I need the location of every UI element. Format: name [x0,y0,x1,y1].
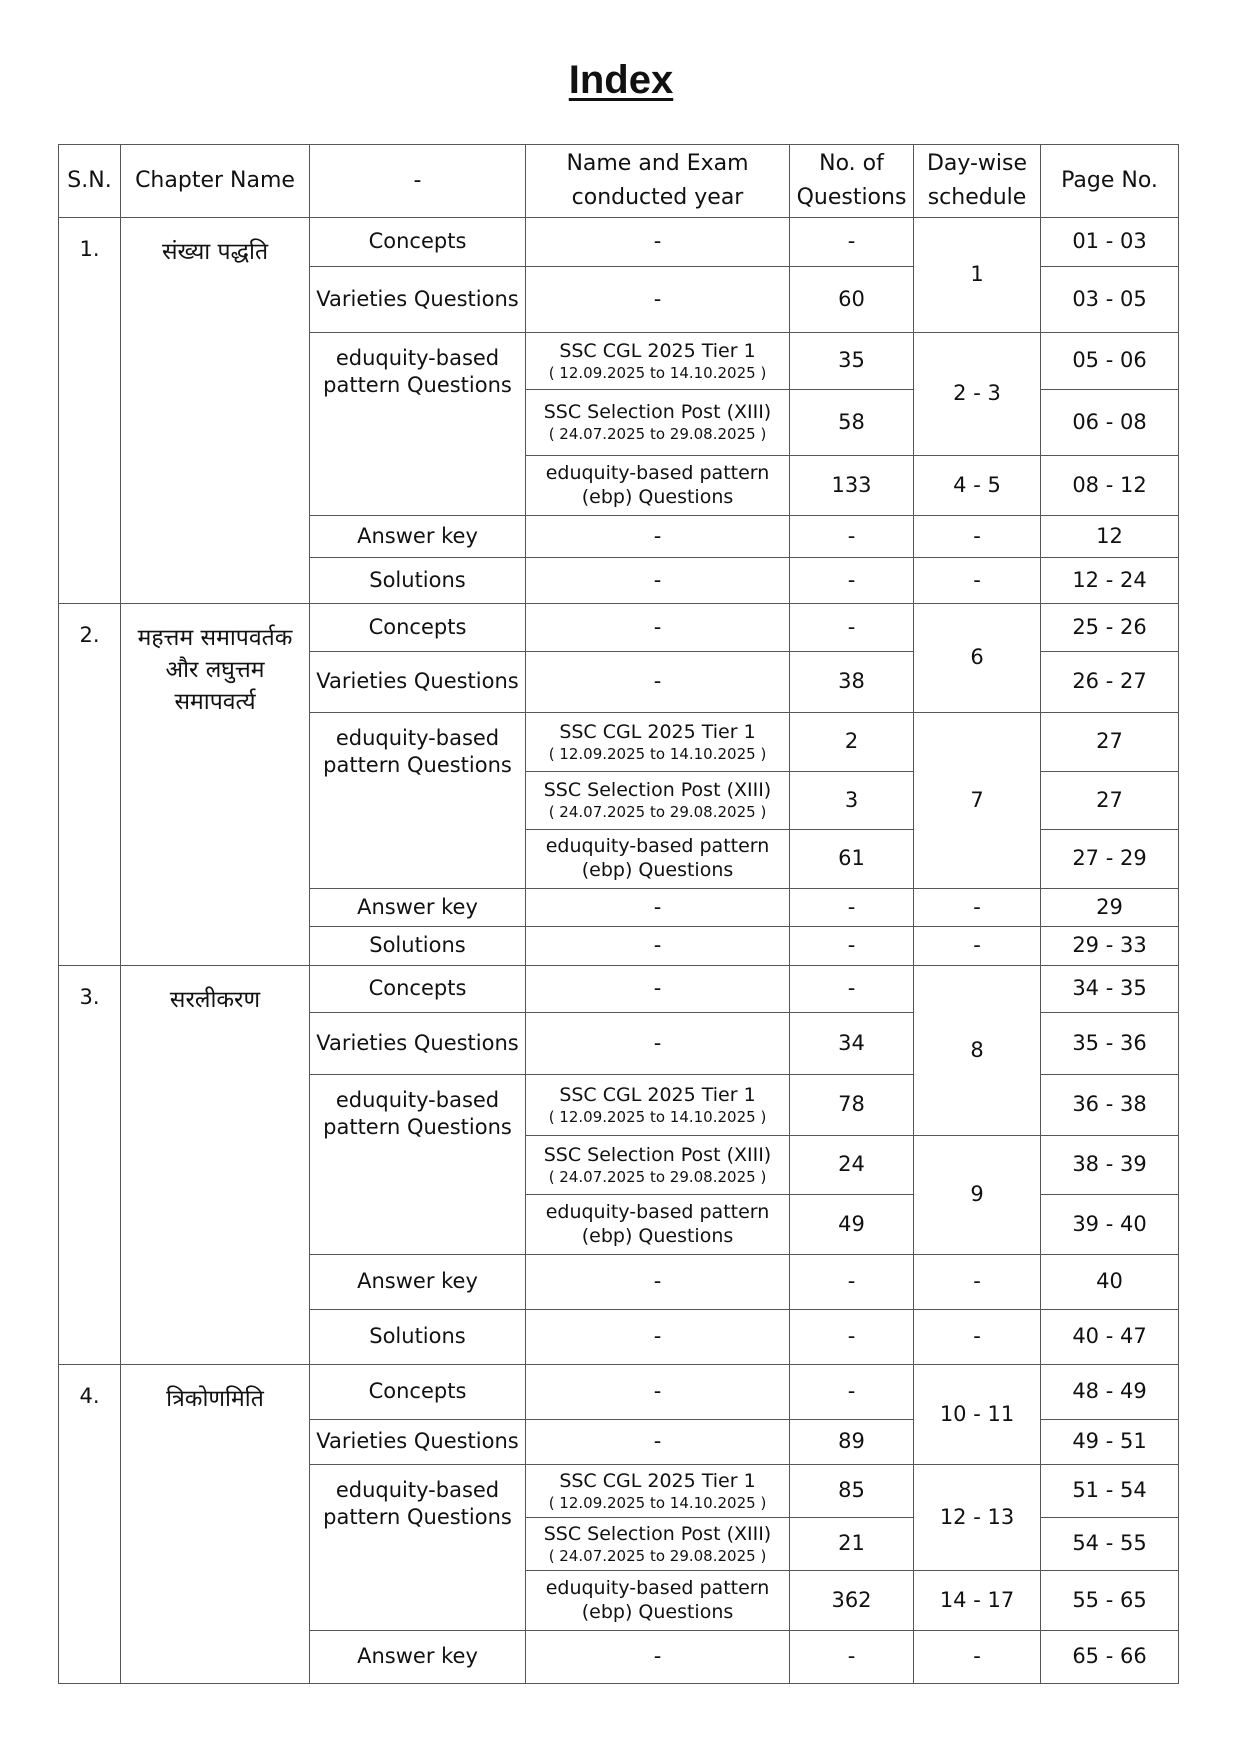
exam-name-cell: - [526,558,790,604]
header-sn: S.N. [59,145,121,218]
questions-cell: - [790,516,914,558]
day-cell: 2 - 3 [914,333,1041,456]
page-cell: 40 [1041,1255,1179,1310]
index-table [58,144,1179,1684]
header-dash: - [310,145,526,218]
row-type-ebp-group: eduquity-based pattern Questions [310,1075,526,1255]
page-cell: 38 - 39 [1041,1136,1179,1195]
day-cell: - [914,1310,1041,1365]
page-cell: 26 - 27 [1041,652,1179,713]
day-cell: 9 [914,1136,1041,1255]
exam-name-cell: - [526,218,790,267]
page-cell: 51 - 54 [1041,1465,1179,1518]
day-cell: - [914,558,1041,604]
page-cell: 49 - 51 [1041,1420,1179,1465]
page-cell: 12 [1041,516,1179,558]
questions-cell: 78 [790,1075,914,1136]
day-cell: 6 [914,604,1041,713]
page-cell: 35 - 36 [1041,1013,1179,1075]
page-cell: 25 - 26 [1041,604,1179,652]
header-exam-name: Name and Exam conducted year [526,145,790,218]
row-type-solutions: Solutions [310,1310,526,1365]
row-type-varieties: Varieties Questions [310,1420,526,1465]
day-cell: - [914,1631,1041,1684]
exam-title: SSC CGL 2025 Tier 1 [559,1469,756,1492]
row-type-answer-key: Answer key [310,1631,526,1684]
page-title: Index [568,58,674,102]
page-cell: 05 - 06 [1041,333,1179,390]
day-cell: 7 [914,713,1041,889]
day-cell: - [914,927,1041,966]
questions-cell: 49 [790,1195,914,1255]
questions-cell: 21 [790,1518,914,1571]
exam-title: SSC Selection Post (XIII) [543,1522,772,1545]
exam-dates: ( 12.09.2025 to 14.10.2025 ) [548,744,767,763]
header-row [59,145,1179,218]
day-cell: - [914,889,1041,927]
exam-title: SSC CGL 2025 Tier 1 [559,339,756,362]
page-cell: 08 - 12 [1041,456,1179,516]
questions-cell: - [790,218,914,267]
header-page-no: Page No. [1041,145,1179,218]
table-row [59,966,1179,1013]
chapter-name: सरलीकरण [121,966,310,1365]
page-cell: 34 - 35 [1041,966,1179,1013]
exam-name-cell: eduquity-based pattern (ebp) Questions [526,456,790,516]
row-type-varieties: Varieties Questions [310,652,526,713]
chapter-sn: 1. [59,218,121,604]
exam-name-cell: - [526,889,790,927]
exam-name-cell: - [526,1310,790,1365]
exam-dates: ( 12.09.2025 to 14.10.2025 ) [548,1107,767,1126]
exam-name-cell: - [526,1255,790,1310]
page-cell: 39 - 40 [1041,1195,1179,1255]
questions-cell: 58 [790,390,914,456]
questions-cell: 34 [790,1013,914,1075]
day-cell: - [914,1255,1041,1310]
questions-cell: 89 [790,1420,914,1465]
exam-name-cell: - [526,1420,790,1465]
page-cell: 27 [1041,772,1179,830]
page-cell: 55 - 65 [1041,1571,1179,1631]
page-cell: 29 - 33 [1041,927,1179,966]
page-cell: 36 - 38 [1041,1075,1179,1136]
row-type-answer-key: Answer key [310,516,526,558]
questions-cell: 85 [790,1465,914,1518]
questions-cell: 3 [790,772,914,830]
exam-name-cell [526,1075,790,1136]
row-type-ebp-group: eduquity-based pattern Questions [310,1465,526,1631]
exam-name-cell [526,1465,790,1518]
page-cell: 65 - 66 [1041,1631,1179,1684]
page-cell: 06 - 08 [1041,390,1179,456]
row-type-varieties: Varieties Questions [310,267,526,333]
exam-name-cell [526,333,790,390]
header-chapter-name: Chapter Name [121,145,310,218]
exam-name-cell: - [526,1365,790,1420]
page-cell: 27 [1041,713,1179,772]
day-cell: - [914,516,1041,558]
exam-title: SSC Selection Post (XIII) [543,401,772,424]
exam-dates: ( 12.09.2025 to 14.10.2025 ) [548,363,767,382]
day-cell: 14 - 17 [914,1571,1041,1631]
table-row [59,218,1179,267]
questions-cell: - [790,1631,914,1684]
questions-cell: - [790,927,914,966]
exam-dates: ( 24.07.2025 to 29.08.2025 ) [548,803,767,821]
exam-name-cell: - [526,267,790,333]
chapter-sn: 2. [59,604,121,966]
questions-cell: - [790,604,914,652]
exam-dates: ( 24.07.2025 to 29.08.2025 ) [548,425,767,443]
page-cell: 29 [1041,889,1179,927]
exam-title: SSC Selection Post (XIII) [543,1143,772,1166]
questions-cell: - [790,1365,914,1420]
row-type-concepts: Concepts [310,218,526,267]
exam-name-cell [526,772,790,830]
exam-name-cell: - [526,652,790,713]
exam-name-cell: - [526,966,790,1013]
day-cell: 10 - 11 [914,1365,1041,1465]
page-cell: 01 - 03 [1041,218,1179,267]
row-type-ebp-group: eduquity-based pattern Questions [310,713,526,889]
exam-dates: ( 24.07.2025 to 29.08.2025 ) [548,1546,767,1565]
questions-cell: 133 [790,456,914,516]
row-type-ebp-group: eduquity-based pattern Questions [310,333,526,516]
exam-name-cell [526,1136,790,1195]
exam-title: SSC CGL 2025 Tier 1 [559,720,756,743]
row-type-answer-key: Answer key [310,1255,526,1310]
exam-title: SSC CGL 2025 Tier 1 [559,1083,756,1106]
exam-name-cell: eduquity-based pattern (ebp) Questions [526,1195,790,1255]
row-type-varieties: Varieties Questions [310,1013,526,1075]
table-row [59,1365,1179,1420]
row-type-concepts: Concepts [310,966,526,1013]
exam-name-cell: eduquity-based pattern (ebp) Questions [526,830,790,889]
day-cell: 1 [914,218,1041,333]
exam-name-cell [526,1518,790,1571]
questions-cell: - [790,1255,914,1310]
exam-name-cell: eduquity-based pattern (ebp) Questions [526,1571,790,1631]
chapter-sn: 4. [59,1365,121,1684]
row-type-answer-key: Answer key [310,889,526,927]
day-cell: 12 - 13 [914,1465,1041,1571]
exam-dates: ( 24.07.2025 to 29.08.2025 ) [548,1167,767,1186]
page-cell: 54 - 55 [1041,1518,1179,1571]
row-type-concepts: Concepts [310,1365,526,1420]
day-cell: 4 - 5 [914,456,1041,516]
questions-cell: - [790,558,914,604]
questions-cell: - [790,889,914,927]
questions-cell: 35 [790,333,914,390]
exam-name-cell: - [526,1631,790,1684]
questions-cell: 61 [790,830,914,889]
chapter-name: महत्तम समापवर्तक और लघुत्तम समापवर्त्य [121,604,310,966]
page-cell: 27 - 29 [1041,830,1179,889]
exam-name-cell: - [526,516,790,558]
exam-title: SSC Selection Post (XIII) [543,779,772,802]
chapter-sn: 3. [59,966,121,1365]
questions-cell: 24 [790,1136,914,1195]
questions-cell: 38 [790,652,914,713]
header-num-questions: No. of Questions [790,145,914,218]
page-cell: 03 - 05 [1041,267,1179,333]
page-cell: 12 - 24 [1041,558,1179,604]
table-row [59,604,1179,652]
row-type-solutions: Solutions [310,558,526,604]
page-cell: 48 - 49 [1041,1365,1179,1420]
exam-name-cell: - [526,927,790,966]
page-cell: 40 - 47 [1041,1310,1179,1365]
day-cell: 8 [914,966,1041,1136]
exam-name-cell [526,390,790,456]
exam-name-cell: - [526,604,790,652]
questions-cell: 362 [790,1571,914,1631]
questions-cell: - [790,966,914,1013]
exam-name-cell [526,713,790,772]
exam-name-cell: - [526,1013,790,1075]
row-type-solutions: Solutions [310,927,526,966]
questions-cell: 2 [790,713,914,772]
questions-cell: - [790,1310,914,1365]
questions-cell: 60 [790,267,914,333]
exam-dates: ( 12.09.2025 to 14.10.2025 ) [548,1493,767,1512]
header-day-schedule: Day-wise schedule [914,145,1041,218]
chapter-name: संख्या पद्धति [121,218,310,604]
chapter-name: त्रिकोणमिति [121,1365,310,1684]
row-type-concepts: Concepts [310,604,526,652]
